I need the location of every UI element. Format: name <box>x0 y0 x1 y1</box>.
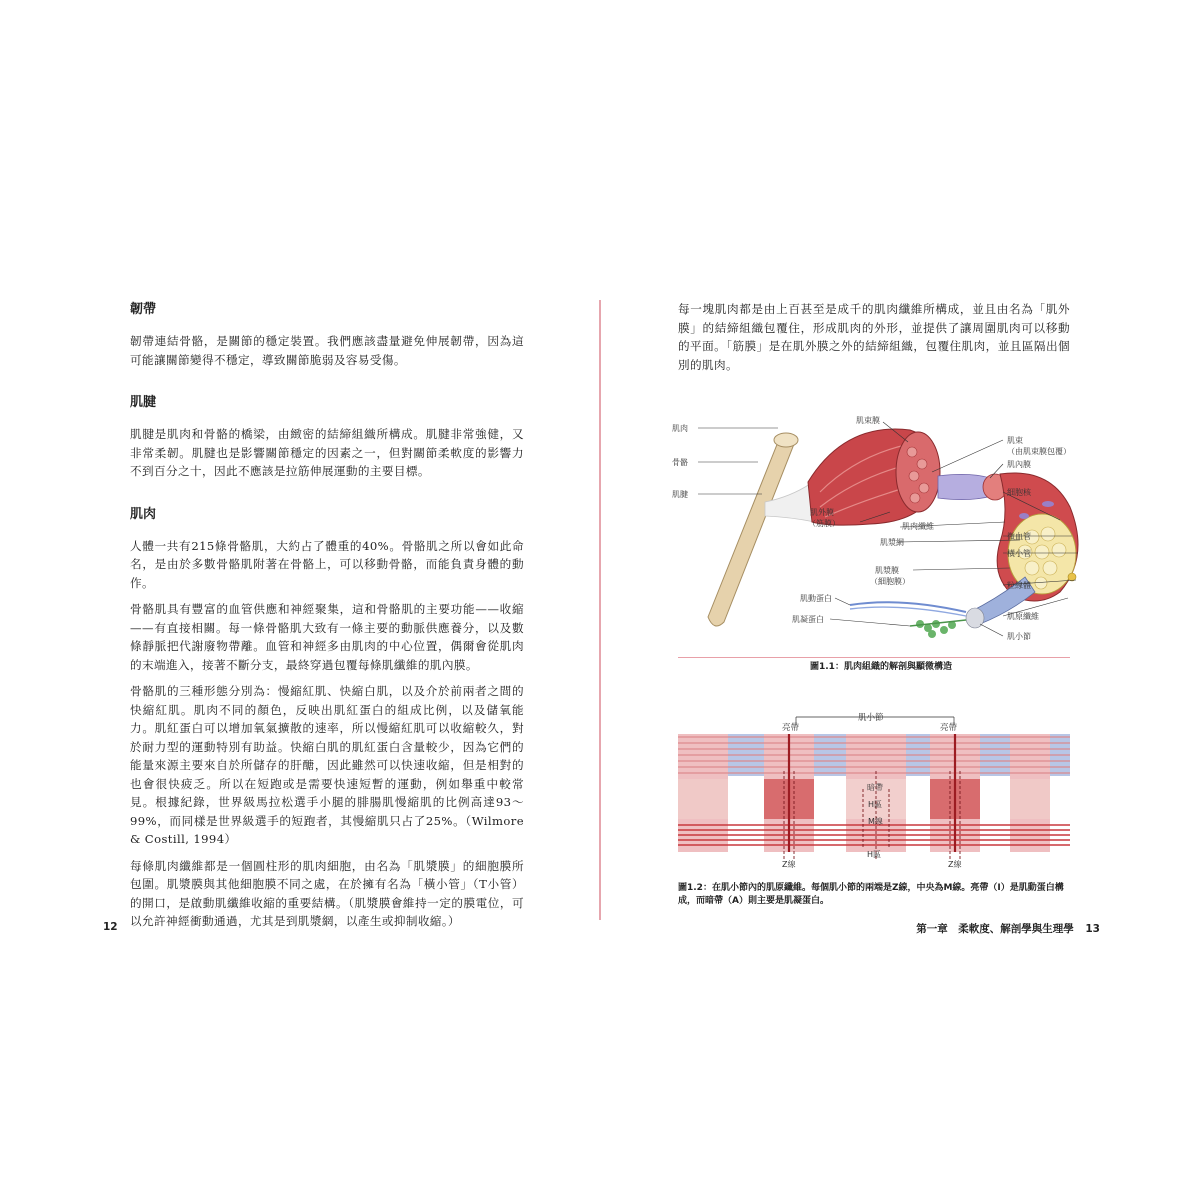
running-head <box>916 921 1100 936</box>
label-fascicle: 肌束 <box>1007 436 1023 445</box>
running-head-title: 第一章 柔軟度、解剖學與生理學 <box>916 923 1074 935</box>
sarcomere-figure <box>678 709 1070 873</box>
label-muscle: 肌肉 <box>672 424 688 433</box>
label-myosin: 肌凝蛋白 <box>792 615 824 624</box>
label-epimysium: 肌外膜 <box>810 508 834 517</box>
paragraph-ligament: 韌帶連結骨骼，是關節的穩定裝置。我們應該盡量避免伸展韌帶，因為這可能讓關節變得不穩定，導致關節脆弱及容易受傷。 <box>130 334 524 367</box>
figure2-caption: 圖1.2：在肌小節內的肌原纖維。每個肌小節的兩端是Z線，中央為M線。亮帶（I）是肌動蛋白構成，而暗帶（A）則主要是肌凝蛋白。 <box>678 883 1064 906</box>
right-page <box>600 0 1200 1200</box>
label-t-tubule: 橫小管 <box>1007 549 1031 558</box>
page-number-right: 13 <box>1085 923 1100 935</box>
label-h-zone-bottom: H區 <box>867 850 882 859</box>
label-actin: 肌動蛋白 <box>800 594 832 603</box>
muscle-anatomy-figure <box>670 412 1110 650</box>
heading-muscle: 肌肉 <box>130 506 157 522</box>
label-myofibril: 肌原纖維 <box>1007 612 1039 621</box>
label-tendon: 肌腱 <box>672 490 688 499</box>
paragraph-muscle-2: 骨骼肌具有豐富的血管供應和神經聚集，這和骨骼肌的主要功能——收縮——有直接相關。每一條骨骼肌大致有一條主要的動脈供應養分，以及數條靜脈把代謝廢物帶離。血管和神經多由肌肉的中心位置，偶爾會從肌肉的末端進入，接著不斷分支，最終穿過包覆每條肌纖維的肌內膜。 <box>130 602 524 672</box>
label-i-band-left: 亮帶 <box>782 723 800 733</box>
left-column <box>130 300 524 931</box>
figure1-caption: 圖1.1：肌肉組織的解剖與顯微構造 <box>810 662 952 672</box>
paragraph-muscle-1: 人體一共有215條骨骼肌，大約占了體重的40%。骨骼肌之所以會如此命名，是由於多數骨骼肌附著在骨骼上，可以移動骨骼，而能負責身體的動作。 <box>130 538 524 590</box>
label-a-band: 暗帶 <box>867 783 883 792</box>
label-sarcomere: 肌小節 <box>1007 632 1031 641</box>
label-sarcolemma: 肌漿膜 <box>875 566 899 575</box>
label-i-band-right: 亮帶 <box>940 723 958 733</box>
label-bone: 骨骼 <box>672 458 688 467</box>
figure1-divider <box>678 657 1070 658</box>
myosin-filament <box>910 620 966 638</box>
label-cell-membrane: （細胞膜） <box>870 577 910 586</box>
label-mitochondria: 粒線體 <box>1007 581 1031 590</box>
right-column <box>678 300 1070 374</box>
label-muscle-fiber: 肌肉纖維 <box>902 522 934 531</box>
label-h-zone: H區 <box>868 800 883 809</box>
label-sarcomere-top: 肌小節 <box>858 713 884 723</box>
page-number-left: 12 <box>103 921 118 933</box>
paragraph-muscle-3: 骨骼肌的三種形態分別為：慢縮紅肌、快縮白肌，以及介於前兩者之間的快縮紅肌。肌肉不同的顏色，反映出肌紅蛋白的組成比例，以及儲氧能力。肌紅蛋白可以增加氧氣擴散的速率，所以慢縮紅肌可以收縮較久，對於耐力型的運動特別有助益。快縮白肌的肌紅蛋白含量較少，因為它們的能量來源主要來自於所儲存的肝醣，因此雖然可以快速收縮，但是相對的也會很快疲乏。所以在短跑或是需要快速短暫的運動，例如舉重中較常見。根據紀錄，世界級馬拉松選手小腿的腓腸肌慢縮肌的比例高達93～99%，而同樣是世界級選手的短跑者，其慢縮肌只占了25%。（Wilmore & Costill, 1994） <box>130 684 524 846</box>
label-capillary: 微血管 <box>1007 532 1031 541</box>
label-endomysium: 肌內膜 <box>1007 460 1031 469</box>
heading-ligament: 韌帶 <box>130 302 157 317</box>
label-sarcoplasmic-reticulum: 肌漿網 <box>880 538 904 547</box>
label-z-line-right: Z線 <box>948 860 962 869</box>
paragraph-intro: 每一塊肌肉都是由上百甚至是成千的肌肉纖維所構成，並且由名為「肌外膜」的結締組織包覆住，形成肌肉的外形，並提供了讓周圍肌肉可以移動的平面。「筋膜」是在肌外膜之外的結締組織，包覆住肌肉，並且區隔出個別的肌肉。 <box>678 302 1070 372</box>
label-nucleus: 細胞核 <box>1007 488 1031 497</box>
label-z-line-left: Z線 <box>782 860 796 869</box>
paragraph-muscle-4: 每條肌肉纖維都是一個圓柱形的肌肉細胞，由名為「肌漿膜」的細胞膜所包圍。肌漿膜與其他細胞膜不同之處，在於擁有名為「橫小管」（T小管）的開口，是啟動肌纖維收縮的重要結構。（肌漿膜會維持一定的膜電位，可以允許神經衝動通過，尤其是到肌漿網，以產生或抑制收縮。） <box>130 858 524 928</box>
label-perimysium: 肌束膜 <box>856 416 880 425</box>
label-m-line: M線 <box>868 817 883 826</box>
paragraph-tendon: 肌腱是肌肉和骨骼的橋梁，由緻密的結締組織所構成。肌腱非常強健，又非常柔韌。肌腱也是影響關節穩定的因素之一，但對關節柔軟度的影響力不到百分之十，因此不應該是拉筋伸展運動的主要目標。 <box>130 427 524 478</box>
heading-tendon: 肌腱 <box>130 395 157 410</box>
striation-pattern <box>678 734 1070 861</box>
label-fascicle-note: （由肌束膜包覆） <box>1007 447 1071 456</box>
label-fascia: （筋膜） <box>808 519 840 528</box>
